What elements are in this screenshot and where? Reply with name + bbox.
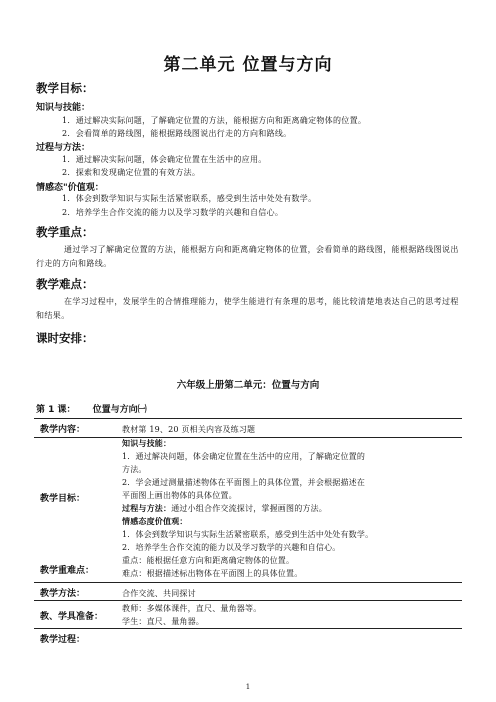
key-points-heading: 教学重点：: [36, 225, 94, 239]
page-number: 1: [245, 683, 251, 691]
goals-line: 情感态度价值观：: [122, 517, 188, 526]
content-value: 教材第 19、20 页相关内容及练习题: [122, 425, 256, 434]
lesson-header: [36, 402, 161, 415]
lesson-number: 第 1 课：: [36, 405, 76, 415]
method-label: 教学方法：: [40, 589, 86, 599]
goals-line: 过程与方法：通过小组合作交流探讨，掌握画图的方法。: [122, 504, 328, 513]
difficulties-heading: 教学难点：: [36, 277, 94, 291]
attitude-heading: 情感态"价值观：: [36, 183, 104, 193]
goals-heading: 教学目标：: [36, 81, 94, 95]
table-divider: [34, 582, 462, 583]
table-divider: [34, 628, 462, 629]
difficulties-text: 在学习过程中，发展学生的合情推理能力，使学生能进行有条理的思考，能比较清楚地表达自己的思考过程和结果。: [36, 297, 459, 320]
content-label: 教学内容：: [40, 425, 86, 435]
focus-line: 难点：根据描述标出物体在平面图上的具体位置。: [122, 569, 303, 578]
focus-label: 教学重难点：: [40, 566, 95, 576]
table-divider: [34, 600, 462, 601]
lesson-name: 位置与方向㈠: [92, 405, 147, 415]
focus-line: 重点：能根据任意方向和距离确定物体的位置。: [122, 556, 295, 565]
schedule-heading: 课时安排：: [36, 331, 94, 345]
goals-cell: [122, 437, 462, 554]
table-divider: [34, 418, 462, 419]
prep-line: 学生：直尺、量角器。: [122, 617, 204, 626]
attitude-item: 1．体会到数学知识与实际生活紧密联系，感受到生活中处处有数学。: [62, 194, 317, 203]
page-title: 第二单元 位置与方向: [163, 55, 333, 75]
process-item: 1．通过解决实际问题，体会确定位置在生活中的应用。: [62, 155, 267, 164]
goals-line: 知识与技能：: [122, 439, 172, 448]
prep-label: 教、学具准备：: [40, 612, 104, 622]
prep-cell: [122, 602, 462, 628]
goals-label: 教学目标：: [40, 494, 86, 504]
process-item: 2．探索和发现确定位置的有效方法。: [62, 168, 201, 177]
goals-line: 平面图上画出物体的具体位置。: [122, 491, 237, 500]
knowledge-item: 2．会看简单的路线图，能根据路线图说出行走的方向和路线。: [62, 129, 292, 138]
process-label: 教学过程：: [40, 635, 86, 645]
goals-line: 1．通过解决问题，体会确定位置在生活中的应用，了解确定位置的: [122, 452, 366, 461]
goals-line: 1．体会到数学知识与实际生活紧密联系，感受到生活中处处有数学。: [122, 530, 374, 539]
goals-line: 2．培养学生合作交流的能力以及学习数学的兴趣和自信心。: [122, 543, 341, 552]
goals-line: 2．学会通过测量描述物体在平面图上的具体位置，并会根据描述在: [122, 478, 366, 487]
key-points-text: 通过学习了解确定位置的方法，能根据方向和距离确定物体的位置，会看简单的路线图，能根据路线图说出行走的方向和路线。: [36, 245, 459, 268]
lesson-plan-title: 六年级上册第二单元：位置与方向: [176, 380, 320, 391]
prep-line: 教师：多媒体课件，直尺、量角器等。: [122, 604, 262, 613]
knowledge-heading: 知识与技能：: [36, 103, 91, 113]
process-heading: 过程与方法：: [36, 143, 91, 153]
focus-cell: [122, 554, 462, 580]
goals-line: 方法。: [122, 465, 147, 474]
method-value: 合作交流、共同探讨: [122, 589, 196, 598]
knowledge-item: 1．通过解决实际问题，了解确定位置的方法，能根据方向和距离确定物体的位置。: [62, 116, 367, 125]
attitude-item: 2．培养学生合作交流的能力以及学习数学的兴趣和自信心。: [62, 208, 284, 217]
